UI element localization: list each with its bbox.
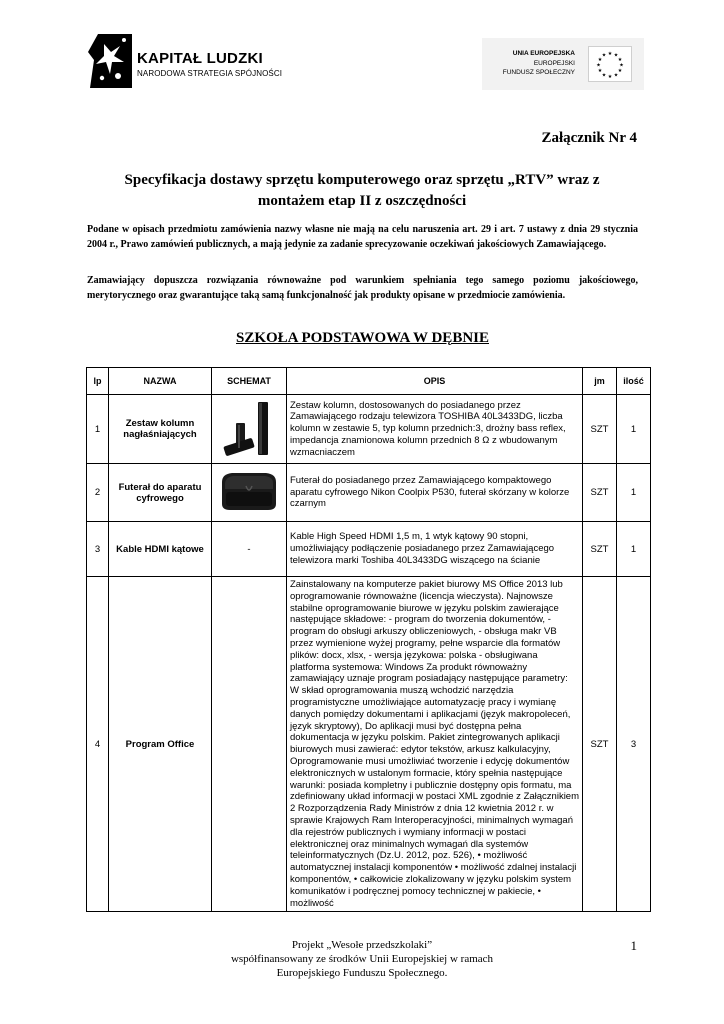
header-schemat: SCHEMAT (212, 368, 287, 395)
header-opis: OPIS (287, 368, 583, 395)
table-row (87, 577, 651, 912)
cell-ilosc: 1 (617, 395, 651, 464)
footer-line-1: Projekt „Wesołe przedszkolaki” (291, 939, 433, 951)
eu-flag-icon (588, 46, 632, 82)
page-footer (160, 938, 564, 980)
annex-label: Załącznik Nr 4 (541, 130, 637, 146)
camera-case-image (216, 468, 282, 514)
svg-text:★: ★ (596, 62, 601, 69)
cell-opis: Futerał do posiadanego przez Zamawiającego kompaktowego aparatu cyfrowego Nikon Coolpix P530, futerał skórzany w kolorze czarnym (287, 464, 583, 522)
svg-text:★: ★ (597, 68, 603, 74)
cell-jm: SZT (583, 395, 617, 464)
intro-paragraph-1: Podane w opisach przedmiotu zamówienia nazwy własne nie mają na celu naruszenia art. 29 i art. 7 ustawy z dnia 29 stycznia 2004 r., Prawo zamówień publicznych, a mają jedynie za zadanie sprecyzowanie oczekiwań jakościowych Zamawiającego. (87, 224, 638, 250)
cell-ilosc: 1 (617, 464, 651, 522)
cell-schemat (212, 395, 287, 464)
svg-text:★: ★ (613, 52, 619, 59)
cell-nazwa: Program Office (109, 577, 212, 912)
cell-ilosc: 3 (617, 577, 651, 912)
document-title (100, 170, 624, 212)
school-heading: SZKOŁA PODSTAWOWA W DĘBNIE (236, 330, 489, 346)
header-nazwa: NAZWA (109, 368, 212, 395)
speaker-set-image (218, 399, 280, 457)
cell-lp: 2 (87, 464, 109, 522)
header-ilosc: ilość (617, 368, 651, 395)
eu-line2: EUROPEJSKI (533, 60, 575, 67)
header-lp: lp (87, 368, 109, 395)
svg-text:★: ★ (607, 74, 613, 80)
eu-line3: FUNDUSZ SPOŁECZNY (502, 69, 575, 76)
svg-text:★: ★ (619, 62, 624, 69)
svg-text:★: ★ (607, 51, 613, 57)
kapital-ludzki-subtitle: NARODOWA STRATEGIA SPÓJNOŚCI (137, 69, 283, 78)
cell-ilosc: 1 (617, 522, 651, 577)
cell-schemat (212, 577, 287, 912)
footer-line-2: współfinansowany ze środków Unii Europejskiej w ramach (230, 953, 494, 965)
cell-lp: 3 (87, 522, 109, 577)
svg-text:★: ★ (597, 57, 603, 63)
cell-opis: Zestaw kolumn, dostosowanych do posiadanego przez Zamawiającego rodzaju telewizora TOSHIBA 40L3433DG, liczba kolumn w zestawie 5, typ kolumn przednich:3, drożny bass reflex, impedancja znamionowa kolumn przednich 8 Ω z wbudowanym wzmacniaczem (287, 395, 583, 464)
header-jm: jm (583, 368, 617, 395)
cell-jm: SZT (583, 464, 617, 522)
page-number: 1 (630, 938, 637, 953)
intro-paragraph-2: Zamawiający dopuszcza rozwiązania równoważne pod warunkiem spełniania tego samego poziomu jakościowego, merytorycznego oraz gwarantujące taką samą funkcjonalność jak produkty opisane w przedmiocie zamówienia. (87, 275, 638, 301)
cell-nazwa: Futerał do aparatu cyfrowego (109, 464, 212, 522)
eu-fund-logo (482, 38, 644, 90)
table-row (87, 464, 651, 522)
cell-nazwa: Zestaw kolumn nagłaśniających (109, 395, 212, 464)
cell-lp: 4 (87, 577, 109, 912)
cell-jm: SZT (583, 577, 617, 912)
specification-table (86, 367, 651, 912)
cell-jm: SZT (583, 522, 617, 577)
title-line-2: montażem etap II z oszczędności (257, 193, 467, 209)
table-row (87, 395, 651, 464)
cell-schemat (212, 464, 287, 522)
kapital-ludzki-title: KAPITAŁ LUDZKI (137, 50, 263, 67)
table-header-row (87, 368, 651, 395)
footer-line-3: Europejskiego Funduszu Społecznego. (276, 967, 448, 979)
title-line-1: Specyfikacja dostawy sprzętu komputerowego oraz sprzętu „RTV” wraz z (124, 172, 600, 188)
table-row (87, 522, 651, 577)
cell-lp: 1 (87, 395, 109, 464)
eu-line1: UNIA EUROPEJSKA (512, 50, 575, 57)
svg-text:★: ★ (601, 52, 607, 59)
svg-text:★: ★ (617, 68, 623, 74)
cell-opis: Kable High Speed HDMI 1,5 m, 1 wtyk kątowy 90 stopni, umożliwiający podłączenie posiadanego przez Zamawiającego telewizora marki Toshiba 40L3433DG wiszącego na ścianie (287, 522, 583, 577)
svg-text:★: ★ (617, 57, 623, 63)
cell-schemat: - (212, 522, 287, 577)
cell-opis: Zainstalowany na komputerze pakiet biurowy MS Office 2013 lub oprogramowanie równoważne (licencja wieczysta). Najnowsze stabilne oprogramowanie biurowe w języku polskim zawierające następujące składowe: - program do tworzenia dokumentów, - program do obsługi arkuszy obliczeniowych, - obsługa makr VB przez wymienione wyżej programy, pełne wsparcie dla formatów plików: docx, xlsx, - wersja językowa: polska - obsługiwana platforma systemowa: Windows Za produkt równoważny zamawiający uznaje program posiadający następujące parametry: W skład oprogramowania muszą wchodzić narzędzia programistyczne umożliwiające automatyzację pracy i wymianę danych pomiędzy dokumentami i aplikacjami (język makropoleceń, język skryptowy), Do aplikacji musi być dostępna pełna dokumentacja w języku polskim. Pakiet zintegrowanych aplikacji biurowych musi zawierać: edytor tekstów, arkusz kalkulacyjny, Oprogramowanie musi umożliwiać tworzenie i edycję dokumentów elektronicznych w ustalonym formacie, który spełnia następujące warunki: posiada kompletny i publicznie dostępny opis formatu, ma zdefiniowany układ informacji w postaci XML zgodnie z Załącznikiem 2 Rozporządzenia Rady Ministrów z dnia 12 kwietnia 2012 r. w sprawie Krajowych Ram Interoperacyjności, minimalnych wymagań dla rejestrów publicznych i wymiany informacji w postaci elektronicznej oraz minimalnych wymagań dla systemów teleinformatycznych (Dz.U. 2012, poz. 526), • możliwość automatycznej instalacji komponentów • możliwość zdalnej instalacji komponentów, • całkowicie zlokalizowany w języku polskim system komunikatów i podręcznej pomocy technicznej w pakiecie, • możliwość (287, 577, 583, 912)
cell-nazwa: Kable HDMI kątowe (109, 522, 212, 577)
svg-text:★: ★ (601, 72, 607, 79)
svg-text:★: ★ (613, 72, 619, 79)
